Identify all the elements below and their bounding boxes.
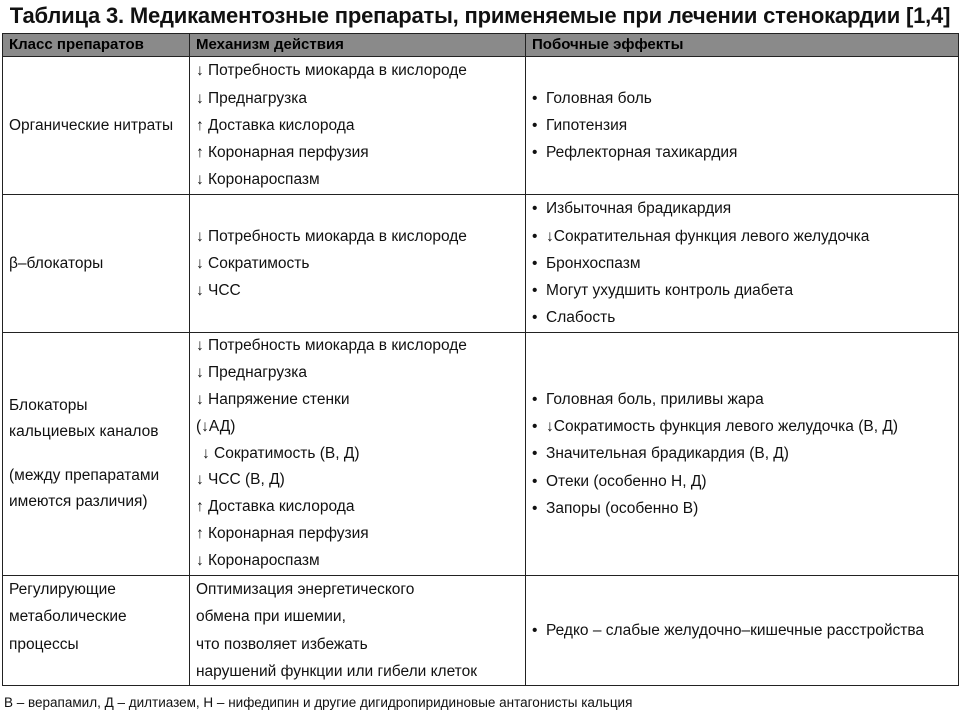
effect-item: • Редко – слабые желудочно–кишечные расстройства	[532, 617, 952, 644]
bullet-icon: •	[532, 282, 538, 300]
mechanism-item: ↓ ЧСС	[196, 277, 519, 304]
mechanism-item: ↓ Сократимость	[196, 250, 519, 277]
header-class: Класс препаратов	[3, 34, 190, 57]
arrow-down-icon: ↓	[202, 444, 210, 462]
mechanism-text-line: Оптимизация энергетического	[196, 581, 415, 598]
arrow-down-icon: ↓	[196, 282, 204, 300]
class-cell	[3, 333, 190, 576]
mechanism-item: ↑ Доставка кислорода	[196, 112, 519, 139]
effect-item: • Избыточная брадикардия	[532, 195, 952, 222]
bullet-icon: •	[532, 89, 538, 107]
arrow-down-icon: ↓	[196, 227, 204, 245]
arrow-down-icon: ↓	[196, 551, 204, 569]
table-row-calcium-blockers	[3, 333, 959, 576]
class-name-line: Регулирующие	[9, 581, 116, 598]
header-mechanism: Механизм действия	[190, 34, 526, 57]
bullet-icon: •	[532, 621, 538, 639]
class-name: β–блокаторы	[9, 254, 104, 272]
class-cell	[3, 195, 190, 333]
class-cell	[3, 57, 190, 195]
arrow-down-icon: ↓	[196, 254, 204, 272]
mechanism-item: ↓ Потребность миокарда в кислороде	[196, 223, 519, 250]
effect-item: • Рефлекторная тахикардия	[532, 139, 952, 166]
arrow-up-icon: ↑	[196, 144, 204, 162]
effects-cell	[526, 195, 959, 333]
effects-cell	[526, 333, 959, 576]
class-name-line: Блокаторы	[9, 397, 88, 414]
drug-table	[2, 33, 959, 686]
effect-item: • ↓Сократимость функция левого желудочка (В, Д)	[532, 413, 952, 440]
effect-item: • Слабость	[532, 304, 952, 331]
arrow-down-icon: ↓	[196, 171, 204, 189]
bullet-icon: •	[532, 116, 538, 134]
mechanism-item: ↓ Напряжение стенки	[196, 387, 519, 414]
bullet-icon: •	[532, 499, 538, 517]
bullet-icon: •	[532, 254, 538, 272]
class-name-line: метаболические	[9, 608, 127, 626]
mechanism-item: (↓АД)	[196, 417, 236, 435]
bullet-icon: •	[532, 144, 538, 162]
mechanism-item: ↓ Потребность миокарда в кислороде	[196, 333, 519, 360]
effect-item: • Бронхоспазм	[532, 250, 952, 277]
bullet-icon: •	[532, 472, 538, 490]
bullet-icon: •	[532, 227, 538, 245]
arrow-down-icon: ↓	[196, 471, 204, 489]
mechanism-item: ↓ Коронароспазм	[196, 166, 519, 193]
header-side-effects: Побочные эффекты	[526, 34, 959, 57]
arrow-down-icon: ↓	[196, 337, 204, 355]
effect-item: • Могут ухудшить контроль диабета	[532, 277, 952, 304]
arrow-up-icon: ↑	[196, 524, 204, 542]
class-note-line: (между препаратами	[9, 467, 160, 484]
mechanism-item: ↓ ЧСС (В, Д)	[196, 467, 519, 494]
arrow-down-icon: ↓	[196, 62, 204, 80]
mechanism-item: ↑ Коронарная перфузия	[196, 521, 519, 548]
mechanism-item: ↓ Потребность миокарда в кислороде	[196, 57, 519, 84]
bullet-icon: •	[532, 390, 538, 408]
class-name-line: процессы	[9, 635, 79, 653]
bullet-icon: •	[532, 309, 538, 327]
table-row-beta-blockers	[3, 195, 959, 333]
effect-item: • ↓Сократительная функция левого желудочка	[532, 223, 952, 250]
table-header-row	[3, 34, 959, 57]
mechanism-cell	[190, 333, 526, 576]
table-footnote: В – верапамил, Д – дилтиазем, Н – нифедипин и другие дигидропиридиновые антагонисты кальция	[4, 695, 633, 710]
effects-cell	[526, 57, 959, 195]
effect-item: • Головная боль	[532, 85, 952, 112]
mechanism-text-line: обмена при ишемии,	[196, 608, 346, 626]
effect-item: • Отеки (особенно Н, Д)	[532, 468, 952, 495]
mechanism-cell	[190, 195, 526, 333]
class-note-line: имеются различия)	[9, 493, 148, 510]
effect-item: • Значительная брадикардия (В, Д)	[532, 440, 952, 467]
class-cell	[3, 576, 190, 686]
mechanism-cell	[190, 57, 526, 195]
arrow-up-icon: ↑	[196, 116, 204, 134]
arrow-down-icon: ↓	[196, 391, 204, 408]
table-row-metabolic	[3, 576, 959, 686]
mechanism-item: ↓ Преднагрузка	[196, 360, 519, 387]
bullet-icon: •	[532, 445, 538, 463]
arrow-down-icon: ↓	[196, 364, 204, 382]
mechanism-cell	[190, 576, 526, 686]
table-title: Таблица 3. Медикаментозные препараты, применяемые при лечении стенокардии [1,4]	[9, 3, 951, 28]
mechanism-item: ↑ Коронарная перфузия	[196, 139, 519, 166]
effect-item: • Запоры (особенно В)	[532, 495, 952, 522]
mechanism-text-line: нарушений функции или гибели клеток	[196, 662, 478, 680]
mechanism-text-line: что позволяет избежать	[196, 635, 368, 653]
arrow-up-icon: ↑	[196, 498, 204, 516]
mechanism-item: ↓ Сократимость (В, Д)	[196, 441, 519, 468]
spacer	[9, 445, 183, 463]
mechanism-item: ↓ Преднагрузка	[196, 85, 519, 112]
class-name: Органические нитраты	[9, 116, 174, 134]
effect-item: • Гипотензия	[532, 112, 952, 139]
mechanism-item: ↑ Доставка кислорода	[196, 494, 519, 521]
arrow-down-icon: ↓	[196, 89, 204, 107]
mechanism-item: ↓ Коронароспазм	[196, 548, 519, 575]
bullet-icon: •	[532, 200, 538, 218]
effect-item: • Головная боль, приливы жара	[532, 386, 952, 413]
effects-cell	[526, 576, 959, 686]
bullet-icon: •	[532, 418, 538, 436]
class-name-line: кальциевых каналов	[9, 423, 159, 440]
table-row-nitrates	[3, 57, 959, 195]
